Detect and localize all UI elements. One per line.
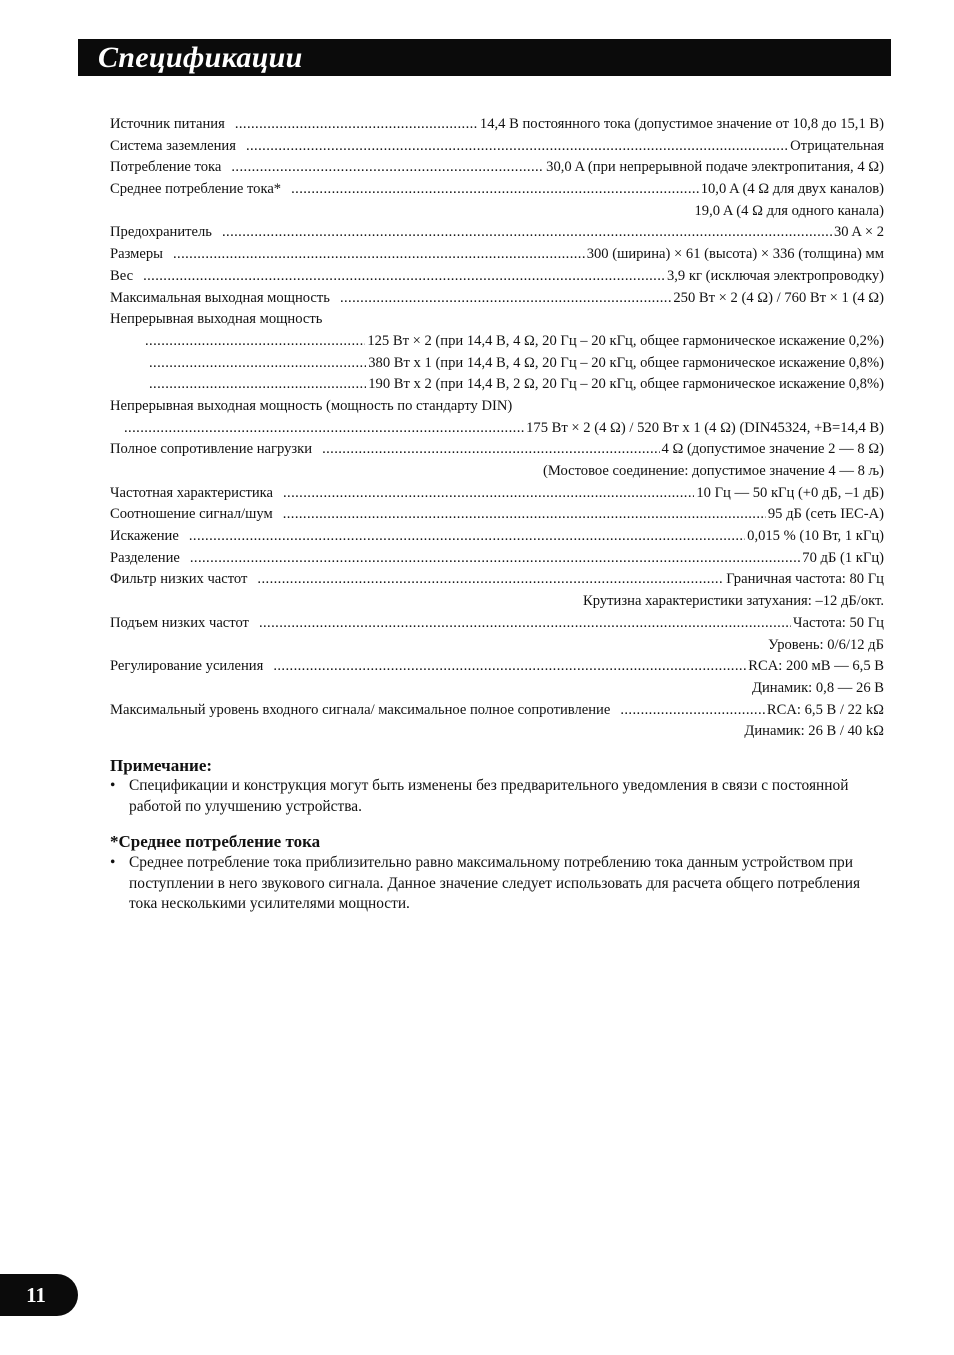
spec-value: 175 Вт × 2 (4 Ω) / 520 Вт x 1 (4 Ω) (DIN45324, +B=14,4 В) bbox=[526, 419, 884, 436]
spec-row bbox=[110, 222, 884, 244]
list-item: • Среднее потребление тока приблизительно равно максимальному потреблению тока данным устройством при поступлении в него звукового сигнала. Данное значение следует использовать для расчета общего потребления тока несколькими усилителями мощности. bbox=[110, 853, 886, 915]
spec-label: Непрерывная выходная мощность bbox=[110, 311, 323, 328]
spec-row bbox=[110, 504, 884, 526]
spec-row bbox=[110, 613, 884, 635]
spec-value: Крутизна характеристики затухания: –12 дБ/окт. bbox=[583, 593, 884, 610]
spec-value: RCA: 6,5 В / 22 kΩ bbox=[766, 701, 884, 718]
spec-value: 10,0 A (4 Ω для двух каналов) bbox=[700, 181, 884, 198]
spec-value: 70 дБ (1 кГц) bbox=[802, 549, 884, 566]
leader-dots bbox=[257, 569, 724, 591]
spec-label: Полное сопротивление нагрузки bbox=[110, 441, 313, 458]
spec-row bbox=[110, 439, 884, 461]
spec-continuation-row bbox=[110, 591, 884, 613]
spec-value: Частота: 50 Гц bbox=[793, 614, 884, 631]
spec-value: 250 Вт × 2 (4 Ω) / 760 Вт × 1 (4 Ω) bbox=[673, 289, 884, 306]
spec-label: Непрерывная выходная мощность (мощность по стандарту DIN) bbox=[110, 397, 513, 414]
page-number-tab bbox=[0, 1274, 78, 1316]
spec-value: 3,9 кг (исключая электропроводку) bbox=[666, 267, 884, 284]
avg-current-list bbox=[110, 853, 886, 915]
spec-row bbox=[110, 266, 884, 288]
spec-row bbox=[110, 526, 884, 548]
spec-indented-row bbox=[110, 331, 884, 353]
spec-label: Искажение bbox=[110, 528, 179, 545]
spec-label: Предохранитель bbox=[110, 224, 212, 241]
spec-label: Подъем низких частот bbox=[110, 614, 249, 631]
spec-value: 125 Вт × 2 (при 14,4 В, 4 Ω, 20 Гц – 20 кГц, общее гармоническое искажение 0,2%) bbox=[367, 332, 884, 349]
spec-continuation-row bbox=[110, 721, 884, 743]
spec-continuation-row bbox=[110, 678, 884, 700]
leader-dots bbox=[235, 114, 478, 136]
leader-dots bbox=[143, 266, 665, 288]
spec-label: Вес bbox=[110, 267, 134, 284]
spec-value: 30 A × 2 bbox=[834, 224, 884, 241]
leader-dots bbox=[222, 222, 832, 244]
spec-label: Максимальный уровень входного сигнала/ максимальное полное сопротивление bbox=[110, 701, 611, 718]
spec-value: Граничная частота: 80 Гц bbox=[726, 571, 884, 588]
spec-row bbox=[110, 244, 884, 266]
spec-label: Фильтр низких частот bbox=[110, 571, 248, 588]
spec-row bbox=[110, 288, 884, 310]
spec-value: 300 (ширина) × 61 (высота) × 336 (толщина) мм bbox=[586, 246, 884, 263]
leader-dots bbox=[149, 374, 366, 396]
leader-dots bbox=[340, 288, 671, 310]
page-title: Спецификации bbox=[98, 41, 303, 74]
spec-value: 10 Гц — 50 кГц (+0 дБ, –1 дБ) bbox=[696, 484, 884, 501]
page-header-bar bbox=[78, 39, 891, 76]
spec-value: Динамик: 0,8 — 26 В bbox=[752, 679, 884, 696]
leader-dots bbox=[620, 700, 765, 722]
spec-row bbox=[110, 396, 884, 418]
spec-label: Потребление тока bbox=[110, 159, 222, 176]
leader-dots bbox=[190, 548, 800, 570]
spec-label: Система заземления bbox=[110, 137, 236, 154]
leader-dots bbox=[246, 136, 788, 158]
spec-value: Уровень: 0/6/12 дБ bbox=[768, 636, 884, 653]
spec-row bbox=[110, 114, 884, 136]
spec-indented-row bbox=[110, 418, 884, 440]
spec-row bbox=[110, 157, 884, 179]
spec-row bbox=[110, 700, 884, 722]
spec-label: Разделение bbox=[110, 549, 180, 566]
spec-row bbox=[110, 656, 884, 678]
spec-row bbox=[110, 309, 884, 331]
spec-value: 190 Вт x 2 (при 14,4 В, 2 Ω, 20 Гц – 20 кГц, общее гармоническое искажение 0,8%) bbox=[368, 376, 884, 393]
page-number: 11 bbox=[26, 1283, 46, 1307]
spec-row bbox=[110, 136, 884, 158]
spec-value: 19,0 A (4 Ω для одного канала) bbox=[694, 202, 884, 219]
spec-indented-row bbox=[110, 374, 884, 396]
list-item: • Спецификации и конструкция могут быть изменены без предварительного уведомления в связи с постоянной работой по улучшению устройства. bbox=[110, 776, 886, 817]
spec-value: 0,015 % (10 Вт, 1 кГц) bbox=[747, 528, 884, 545]
spec-label: Источник питания bbox=[110, 116, 225, 132]
spec-value: (Мостовое соединение: допустимое значение 4 — 8 љ) bbox=[542, 463, 884, 479]
leader-dots bbox=[259, 613, 791, 635]
leader-dots bbox=[273, 656, 746, 678]
spec-continuation-row bbox=[110, 461, 884, 483]
notes-list bbox=[110, 776, 886, 817]
spec-value: 95 дБ (сеть IEC-A) bbox=[767, 506, 884, 523]
leader-dots bbox=[283, 483, 694, 505]
spec-value: Динамик: 26 В / 40 kΩ bbox=[744, 723, 884, 740]
leader-dots bbox=[283, 504, 766, 526]
leader-dots bbox=[322, 439, 659, 461]
spec-label: Частотная характеристика bbox=[110, 484, 273, 501]
spec-value: RCA: 200 мВ — 6,5 В bbox=[748, 658, 884, 675]
leader-dots bbox=[291, 179, 699, 201]
spec-list bbox=[110, 114, 884, 743]
leader-dots bbox=[124, 418, 524, 440]
spec-value: 380 Вт x 1 (при 14,4 В, 4 Ω, 20 Гц – 20 кГц, общее гармоническое искажение 0,8%) bbox=[368, 354, 884, 371]
spec-continuation-row bbox=[110, 635, 884, 657]
spec-value: 4 Ω (допустимое значение 2 — 8 Ω) bbox=[661, 441, 884, 458]
spec-value: Отрицательная bbox=[790, 137, 884, 154]
spec-indented-row bbox=[110, 353, 884, 375]
leader-dots bbox=[149, 353, 366, 375]
spec-label: Соотношение сигнал/шум bbox=[110, 506, 273, 523]
spec-label: Регулирование усиления bbox=[110, 658, 264, 675]
leader-dots bbox=[189, 526, 745, 548]
leader-dots bbox=[145, 331, 365, 353]
notes-heading: Примечание: bbox=[110, 756, 213, 775]
spec-value: 14,4 В постоянного тока (допустимое значение от 10,8 до 15,1 В) bbox=[479, 116, 884, 132]
spec-label: Максимальная выходная мощность bbox=[110, 289, 330, 306]
avg-current-heading: *Среднее потребление тока bbox=[110, 832, 321, 851]
spec-row bbox=[110, 179, 884, 201]
spec-label: Размеры bbox=[110, 246, 163, 263]
spec-continuation-row bbox=[110, 201, 884, 223]
spec-row bbox=[110, 569, 884, 591]
spec-row bbox=[110, 483, 884, 505]
spec-row bbox=[110, 548, 884, 570]
leader-dots bbox=[231, 157, 544, 179]
leader-dots bbox=[173, 244, 585, 266]
spec-value: 30,0 A (при непрерывной подаче электропитания, 4 Ω) bbox=[546, 159, 884, 176]
spec-label: Среднее потребление тока* bbox=[110, 181, 282, 198]
